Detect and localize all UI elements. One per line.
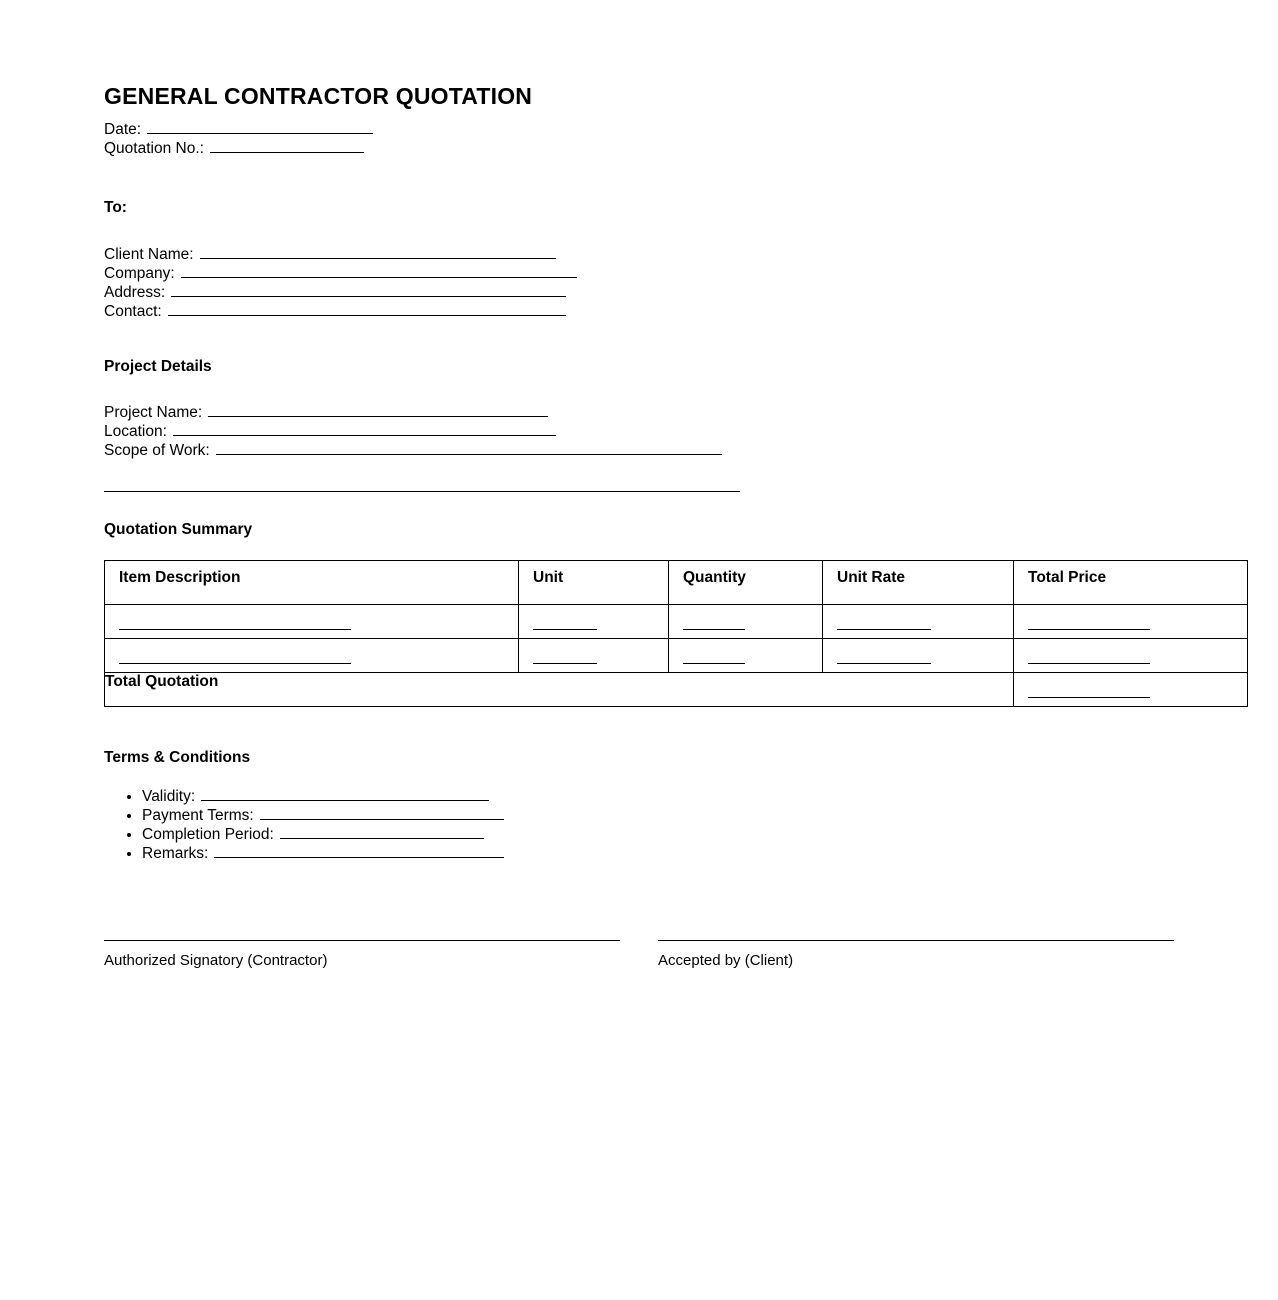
quotation-summary-heading: Quotation Summary bbox=[104, 521, 253, 539]
scope-of-work-continuation-line[interactable] bbox=[104, 490, 740, 492]
contact-input-line[interactable] bbox=[168, 302, 566, 316]
quotation-summary-table bbox=[104, 560, 1248, 707]
quotation-no-input-line[interactable] bbox=[210, 139, 364, 153]
project-details-heading: Project Details bbox=[104, 358, 212, 376]
date-input-line[interactable] bbox=[147, 120, 373, 134]
list-item bbox=[142, 844, 1174, 863]
item-description-input-line-1[interactable] bbox=[119, 628, 351, 630]
address-field-row bbox=[104, 283, 1174, 302]
cell-quantity[interactable] bbox=[669, 639, 823, 673]
contact-field-row bbox=[104, 302, 1174, 321]
recipient-heading: To: bbox=[104, 199, 127, 217]
unit-rate-input-line-2[interactable] bbox=[837, 662, 931, 664]
payment-terms-label: Payment Terms: bbox=[142, 807, 254, 825]
total-quotation-input-line[interactable] bbox=[1028, 696, 1150, 698]
recipient-fields bbox=[104, 245, 1174, 321]
project-name-label: Project Name: bbox=[104, 404, 203, 422]
total-quotation-label: Total Quotation bbox=[105, 673, 1014, 707]
signature-area bbox=[104, 940, 1174, 970]
total-price-input-line-2[interactable] bbox=[1028, 662, 1150, 664]
completion-period-label: Completion Period: bbox=[142, 826, 274, 844]
scope-of-work-label: Scope of Work: bbox=[104, 442, 210, 460]
cell-item-description[interactable] bbox=[105, 639, 519, 673]
cell-total-quotation-value[interactable] bbox=[1014, 673, 1248, 707]
cell-item-description[interactable] bbox=[105, 605, 519, 639]
client-signature-caption: Accepted by (Client) bbox=[658, 952, 794, 970]
project-name-input-line[interactable] bbox=[208, 403, 548, 417]
quotation-no-label: Quotation No.: bbox=[104, 140, 204, 158]
validity-label: Validity: bbox=[142, 788, 196, 806]
unit-input-line-1[interactable] bbox=[533, 628, 597, 630]
client-name-label: Client Name: bbox=[104, 246, 194, 264]
list-item bbox=[142, 787, 1174, 806]
list-item bbox=[142, 806, 1174, 825]
table-row bbox=[105, 605, 1248, 639]
company-input-line[interactable] bbox=[181, 264, 577, 278]
list-item bbox=[142, 825, 1174, 844]
location-field-row bbox=[104, 422, 1174, 441]
contractor-signature-caption: Authorized Signatory (Contractor) bbox=[104, 952, 328, 970]
page-title: GENERAL CONTRACTOR QUOTATION bbox=[104, 83, 533, 109]
quantity-input-line-1[interactable] bbox=[683, 628, 745, 630]
company-field-row bbox=[104, 264, 1174, 283]
table-header-row bbox=[105, 561, 1248, 605]
unit-rate-input-line-1[interactable] bbox=[837, 628, 931, 630]
scope-of-work-continuation-line-wrapper bbox=[104, 490, 740, 492]
project-name-field-row bbox=[104, 403, 1174, 422]
validity-input-line[interactable] bbox=[201, 787, 489, 801]
company-label: Company: bbox=[104, 265, 175, 283]
table-total-row bbox=[105, 673, 1248, 707]
total-price-input-line-1[interactable] bbox=[1028, 628, 1150, 630]
remarks-input-line[interactable] bbox=[214, 844, 504, 858]
cell-total-price[interactable] bbox=[1014, 639, 1248, 673]
location-input-line[interactable] bbox=[173, 422, 556, 436]
completion-period-input-line[interactable] bbox=[280, 825, 484, 839]
column-header-item-description: Item Description bbox=[105, 561, 519, 605]
cell-unit[interactable] bbox=[519, 639, 669, 673]
scope-of-work-input-line[interactable] bbox=[216, 441, 722, 455]
client-name-input-line[interactable] bbox=[200, 245, 556, 259]
terms-conditions-heading: Terms & Conditions bbox=[104, 749, 251, 767]
location-label: Location: bbox=[104, 423, 167, 441]
unit-input-line-2[interactable] bbox=[533, 662, 597, 664]
quotation-no-field-row bbox=[104, 139, 1174, 158]
column-header-unit-rate: Unit Rate bbox=[823, 561, 1014, 605]
client-signature-block bbox=[658, 940, 1174, 970]
contractor-signature-block bbox=[104, 940, 620, 970]
cell-unit[interactable] bbox=[519, 605, 669, 639]
terms-conditions-list bbox=[104, 787, 1174, 863]
address-label: Address: bbox=[104, 284, 166, 302]
contact-label: Contact: bbox=[104, 303, 162, 321]
date-label: Date: bbox=[104, 121, 142, 139]
scope-of-work-field-row bbox=[104, 441, 1174, 460]
document-meta-block bbox=[104, 120, 1174, 158]
column-header-total-price: Total Price bbox=[1014, 561, 1248, 605]
cell-unit-rate[interactable] bbox=[823, 605, 1014, 639]
remarks-label: Remarks: bbox=[142, 845, 209, 863]
table-row bbox=[105, 639, 1248, 673]
item-description-input-line-2[interactable] bbox=[119, 662, 351, 664]
quantity-input-line-2[interactable] bbox=[683, 662, 745, 664]
cell-total-price[interactable] bbox=[1014, 605, 1248, 639]
address-input-line[interactable] bbox=[171, 283, 566, 297]
date-field-row bbox=[104, 120, 1174, 139]
client-name-field-row bbox=[104, 245, 1174, 264]
cell-unit-rate[interactable] bbox=[823, 639, 1014, 673]
project-details-fields bbox=[104, 403, 1174, 460]
column-header-quantity: Quantity bbox=[669, 561, 823, 605]
payment-terms-input-line[interactable] bbox=[260, 806, 504, 820]
document-page bbox=[104, 0, 1174, 970]
column-header-unit: Unit bbox=[519, 561, 669, 605]
cell-quantity[interactable] bbox=[669, 605, 823, 639]
